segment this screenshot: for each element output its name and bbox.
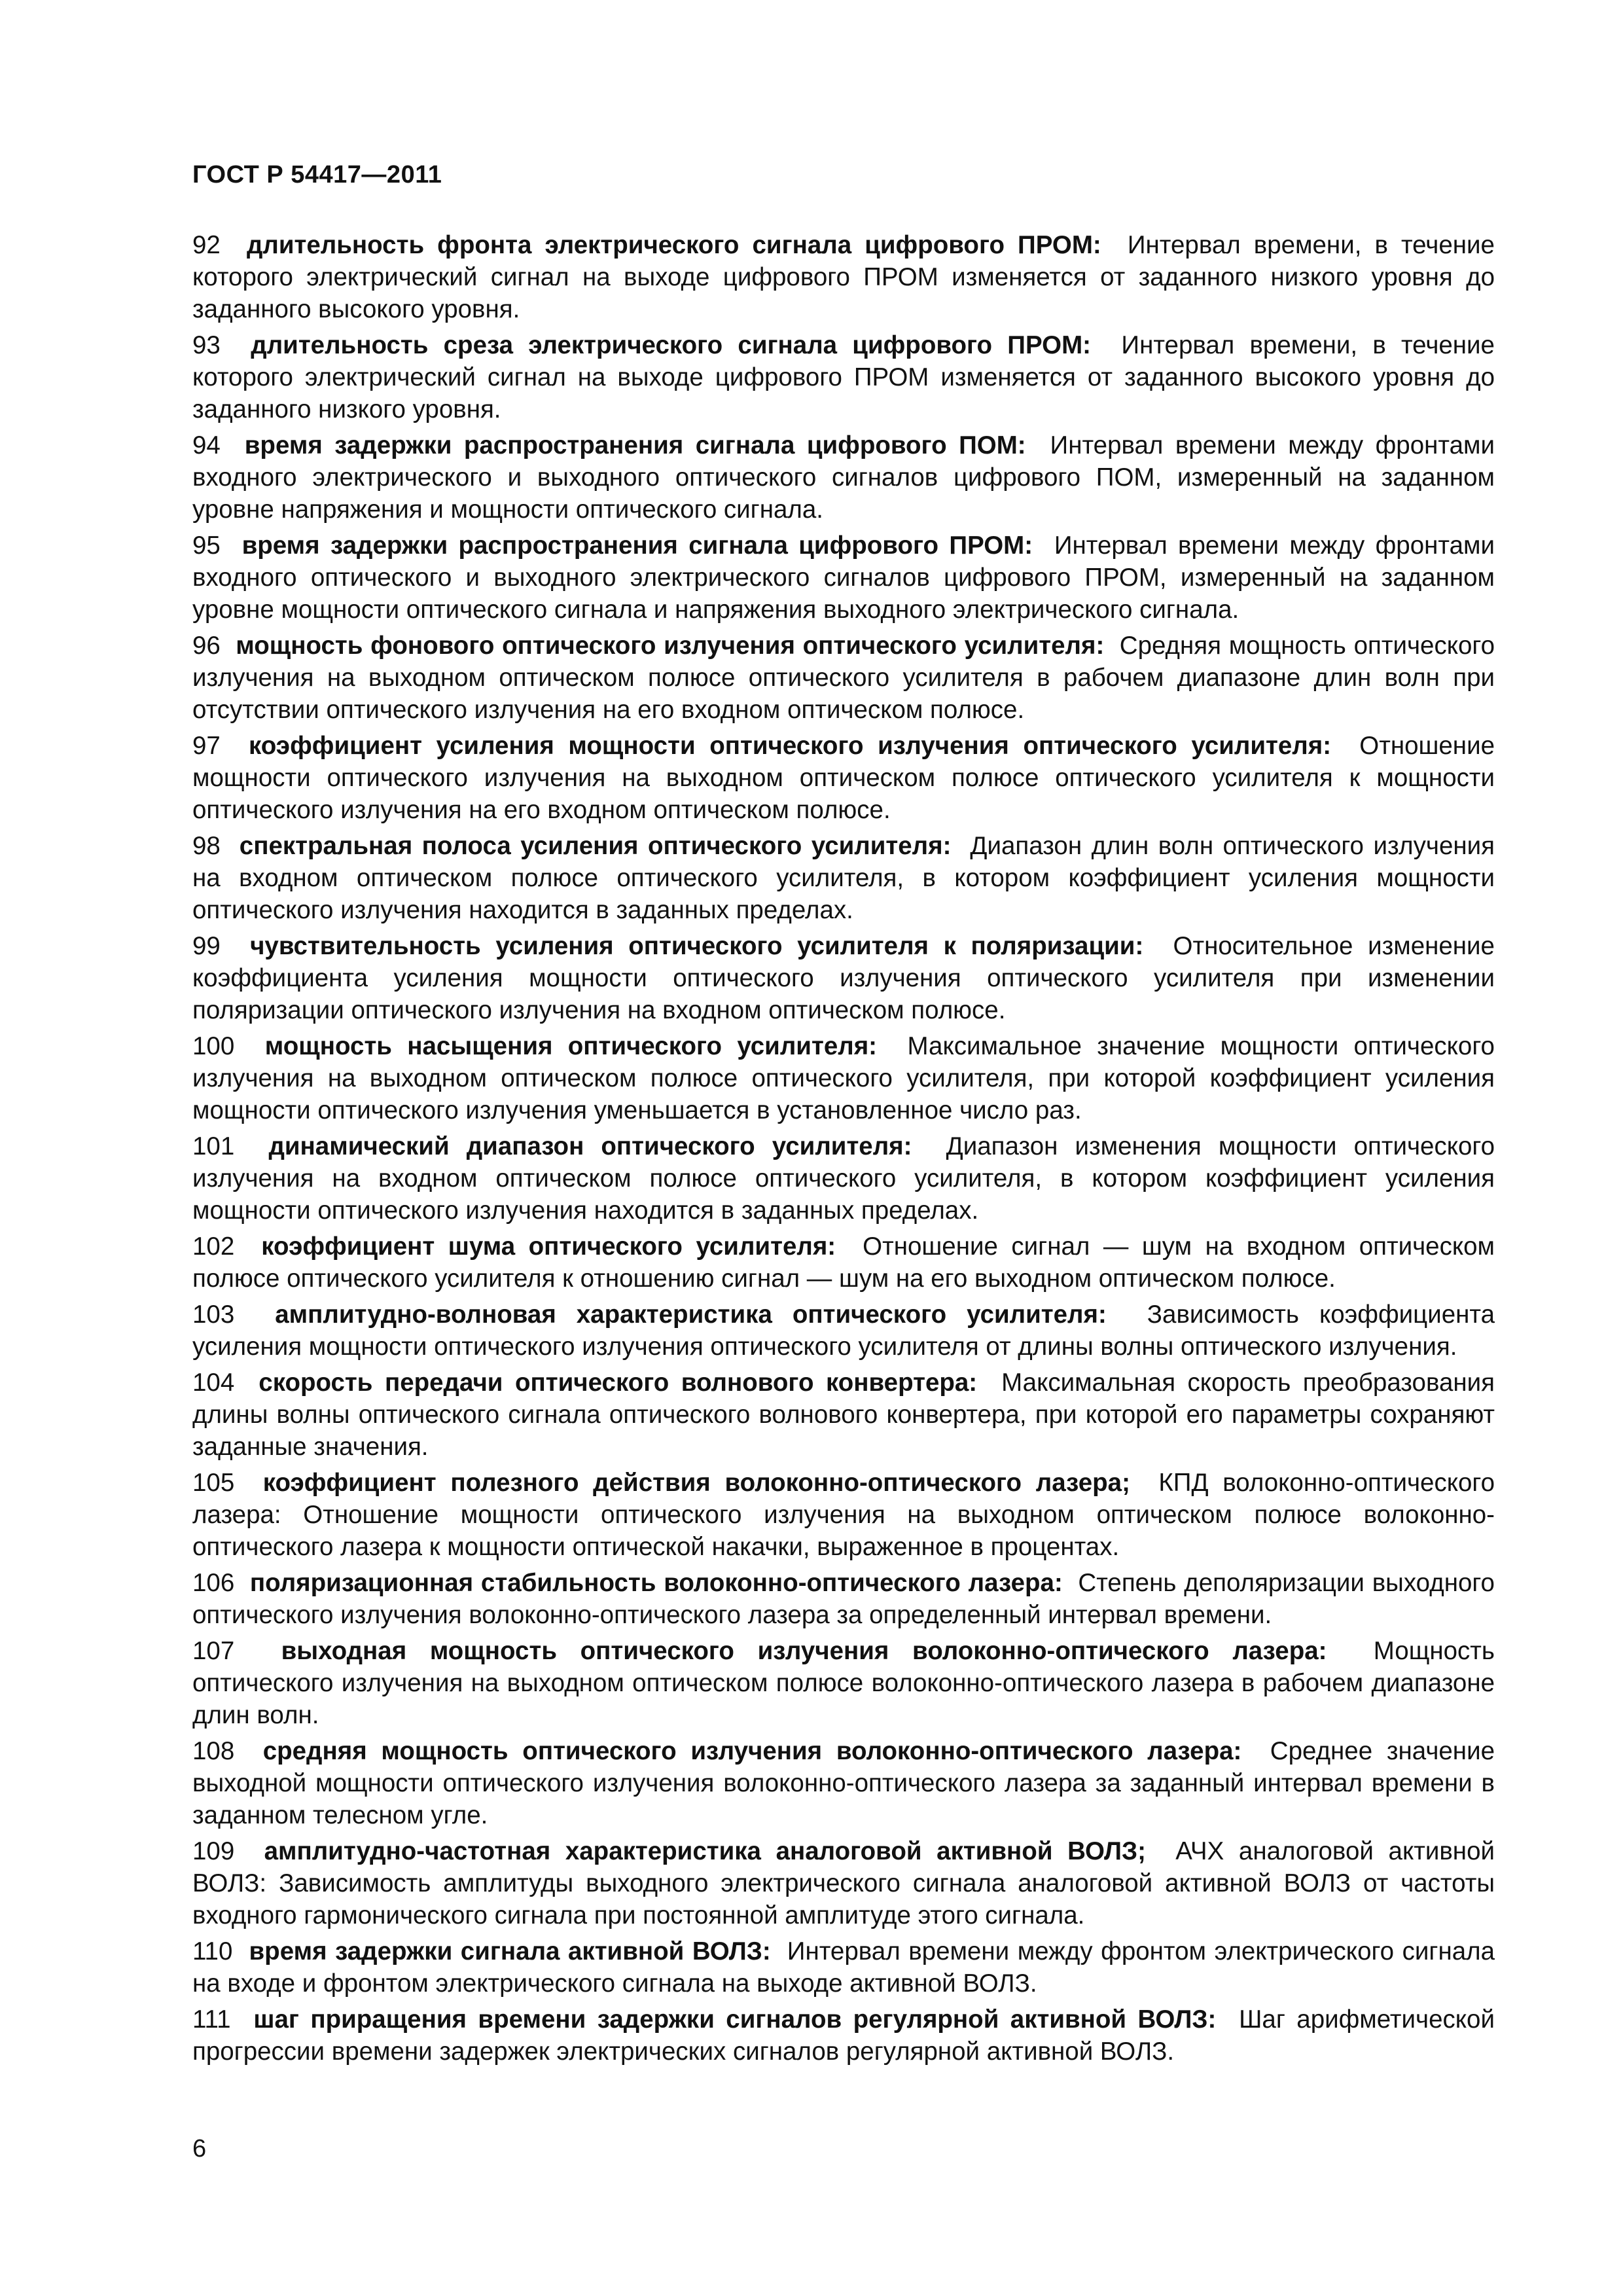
- term-definition: АЧХ аналоговой активной ВОЛЗ: Зависимость амплитуды выходного электрического сигнала аналоговой активной ВОЛЗ от частоты входного гармонического сигнала при постоянной амплитуде этого сигнала.: [192, 1837, 1495, 1929]
- term-definition: Диапазон изменения мощности оптического излучения на входном оптическом полюсе оптического усилителя, в котором коэффициент усиления мощности оптического излучения находится в заданных пределах.: [192, 1132, 1495, 1225]
- term-name: длительность среза электрического сигнала цифрового ПРОМ:: [251, 331, 1091, 359]
- term-definition: Диапазон длин волн оптического излучения на входном оптическом полюсе оптического усилителя, в котором коэффициент усиления мощности оптического излучения находится в заданных пределах.: [192, 832, 1495, 924]
- term-entry: [192, 529, 1495, 626]
- term-definition: Интервал времени между фронтами входного оптического и выходного электрического сигналов цифрового ПРОМ, измеренный на заданном уровне мощности оптического сигнала и напряжения выходного электрического сигнала.: [192, 531, 1495, 624]
- term-definition: КПД волоконно-оптического лазера: Отношение мощности оптического излучения на выходном оптическом полюсе волоконно-оптического лазера к мощности оптической накачки, выраженное в процентах.: [192, 1469, 1495, 1561]
- term-number: 100: [192, 1032, 235, 1060]
- term-entry: [192, 930, 1495, 1026]
- term-number: 106: [192, 1569, 235, 1597]
- term-name: шаг приращения времени задержки сигналов регулярной активной ВОЛЗ:: [253, 2005, 1217, 2034]
- term-entry: [192, 1835, 1495, 1931]
- term-number: 110: [192, 1937, 233, 1965]
- term-definition: Отношение мощности оптического излучения на выходном оптическом полюсе оптического усилителя к мощности оптического излучения на его входном оптическом полюсе.: [192, 732, 1495, 824]
- term-definition: Максимальная скорость преобразования длины волны оптического сигнала оптического волнового конвертера, при которой его параметры сохраняют заданные значения.: [192, 1369, 1495, 1461]
- term-name: коэффициент усиления мощности оптического излучения оптического усилителя:: [249, 732, 1332, 760]
- term-name: коэффициент шума оптического усилителя:: [261, 1232, 836, 1261]
- term-entry: [192, 1230, 1495, 1295]
- term-name: время задержки распространения сигнала цифрового ПОМ:: [244, 431, 1026, 459]
- term-number: 99: [192, 932, 221, 960]
- term-definition: Максимальное значение мощности оптического излучения на выходном оптическом полюсе оптического усилителя, при которой коэффициент усиления мощности оптического излучения уменьшается в установленное число раз.: [192, 1032, 1495, 1124]
- term-entry: [192, 1735, 1495, 1831]
- term-entry: [192, 1567, 1495, 1631]
- term-name: мощность фонового оптического излучения оптического усилителя:: [236, 632, 1105, 660]
- term-name: амплитудно-частотная характеристика аналоговой активной ВОЛЗ;: [264, 1837, 1146, 1865]
- term-entry: [192, 1935, 1495, 2000]
- term-number: 98: [192, 832, 221, 860]
- term-entry: [192, 1635, 1495, 1731]
- term-number: 101: [192, 1132, 235, 1160]
- term-number: 92: [192, 231, 221, 259]
- term-number: 109: [192, 1837, 235, 1865]
- term-entry: [192, 1130, 1495, 1227]
- term-definition: Интервал времени между фронтами входного электрического и выходного оптического сигналов цифрового ПОМ, измеренный на заданном уровне напряжения и мощности оптического сигнала.: [192, 431, 1495, 524]
- term-definition: Шаг арифметической прогрессии времени задержек электрических сигналов регулярной активной ВОЛЗ.: [192, 2005, 1495, 2066]
- term-entry: [192, 830, 1495, 926]
- term-entry: [192, 329, 1495, 425]
- term-number: 93: [192, 331, 221, 359]
- term-number: 105: [192, 1469, 235, 1497]
- term-number: 97: [192, 732, 221, 760]
- term-entry: [192, 1467, 1495, 1563]
- term-definition: Мощность оптического излучения на выходном оптическом полюсе волоконно-оптического лазера в рабочем диапазоне длин волн.: [192, 1637, 1495, 1729]
- term-definition: Относительное изменение коэффициента усиления мощности оптического излучения оптического усилителя при изменении поляризации оптического излучения на входном оптическом полюсе.: [192, 932, 1495, 1024]
- term-name: поляризационная стабильность волоконно-оптического лазера:: [249, 1569, 1063, 1597]
- term-entry: [192, 429, 1495, 526]
- term-entry: [192, 2003, 1495, 2068]
- terms-list: [192, 229, 1495, 2072]
- term-name: чувствительность усиления оптического усилителя к поляризации:: [250, 932, 1144, 960]
- term-name: амплитудно-волновая характеристика оптического усилителя:: [275, 1300, 1107, 1329]
- term-definition: Отношение сигнал — шум на входном оптическом полюсе оптического усилителя к отношению сигнал — шум на его выходном оптическом полюсе.: [192, 1232, 1495, 1293]
- term-definition: Интервал времени между фронтом электрического сигнала на входе и фронтом электрического сигнала на выходе активной ВОЛЗ.: [192, 1937, 1495, 1998]
- term-number: 103: [192, 1300, 235, 1329]
- term-name: спектральная полоса усиления оптического усилителя:: [239, 832, 952, 860]
- term-name: время задержки распространения сигнала цифрового ПРОМ:: [241, 531, 1033, 560]
- term-number: 108: [192, 1737, 235, 1765]
- term-name: выходная мощность оптического излучения волоконно-оптического лазера:: [281, 1637, 1327, 1665]
- term-definition: Интервал времени, в течение которого электрический сигнал на выходе цифрового ПРОМ изменяется от заданного высокого уровня до заданного низкого уровня.: [192, 331, 1495, 423]
- term-definition: Степень деполяризации выходного оптического излучения волоконно-оптического лазера за определенный интервал времени.: [192, 1569, 1495, 1629]
- term-name: скорость передачи оптического волнового конвертера:: [259, 1369, 978, 1397]
- term-entry: [192, 1030, 1495, 1126]
- document-header: ГОСТ Р 54417—2011: [192, 161, 442, 188]
- term-definition: Интервал времени, в течение которого электрический сигнал на выходе цифрового ПРОМ изменяется от заданного низкого уровня до заданного высокого уровня.: [192, 231, 1495, 323]
- term-name: средняя мощность оптического излучения волоконно-оптического лазера:: [262, 1737, 1242, 1765]
- term-name: мощность насыщения оптического усилителя:: [264, 1032, 877, 1060]
- term-entry: [192, 229, 1495, 325]
- page-number: 6: [192, 2135, 207, 2162]
- term-entry: [192, 1299, 1495, 1363]
- term-entry: [192, 730, 1495, 826]
- term-definition: Среднее значение выходной мощности оптического излучения волоконно-оптического лазера за заданный интервал времени в заданном телесном угле.: [192, 1737, 1495, 1829]
- term-number: 102: [192, 1232, 235, 1261]
- term-entry: [192, 630, 1495, 726]
- term-entry: [192, 1367, 1495, 1463]
- term-number: 104: [192, 1369, 235, 1397]
- term-definition: Зависимость коэффициента усиления мощности оптического излучения оптического усилителя от длины волны оптического излучения.: [192, 1300, 1495, 1361]
- term-name: коэффициент полезного действия волоконно-оптического лазера;: [262, 1469, 1130, 1497]
- term-number: 95: [192, 531, 221, 560]
- term-definition: Средняя мощность оптического излучения на выходном оптическом полюсе оптического усилителя в рабочем диапазоне длин волн при отсутствии оптического излучения на его входном оптическом полюсе.: [192, 632, 1495, 724]
- term-name: время задержки сигнала активной ВОЛЗ:: [249, 1937, 771, 1965]
- term-number: 94: [192, 431, 221, 459]
- term-name: длительность фронта электрического сигнала цифрового ПРОМ:: [246, 231, 1101, 259]
- term-number: 107: [192, 1637, 235, 1665]
- term-name: динамический диапазон оптического усилителя:: [268, 1132, 912, 1160]
- term-number: 111: [192, 2005, 231, 2034]
- term-number: 96: [192, 632, 221, 660]
